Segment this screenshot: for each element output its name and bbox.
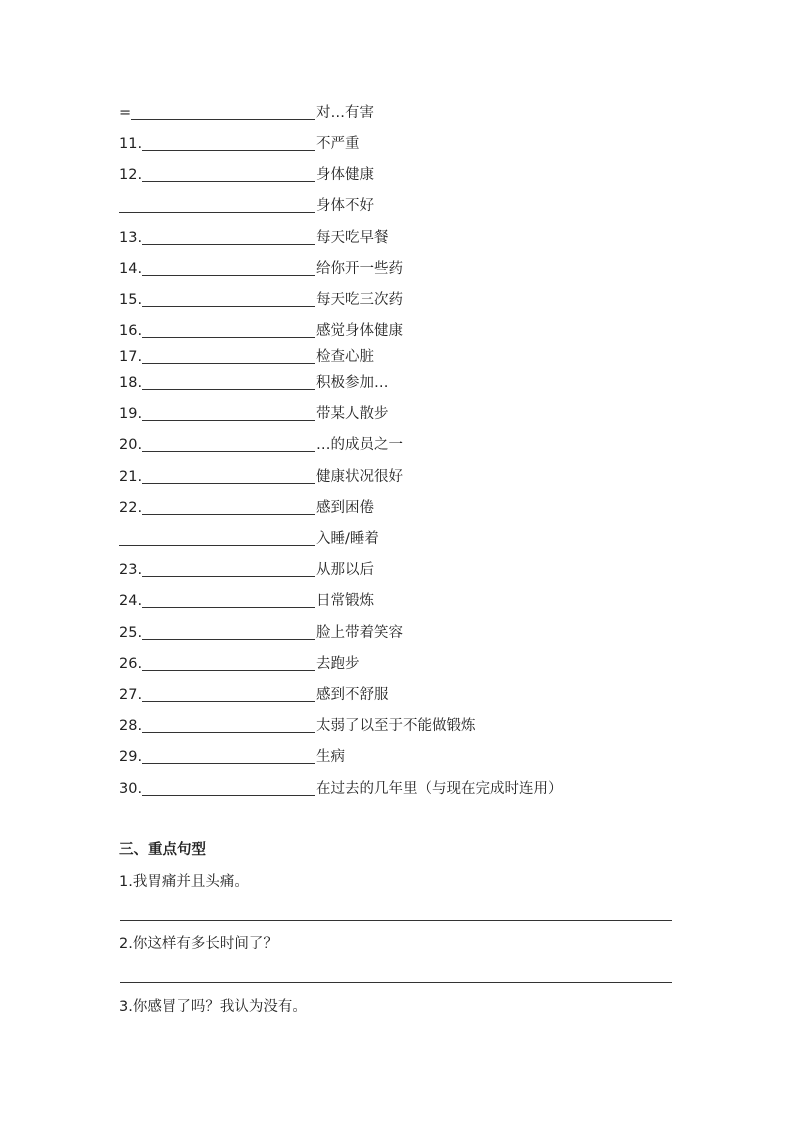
item-number: 19. — [119, 406, 143, 422]
chinese-meaning: 对…有害 — [316, 105, 374, 121]
answer-blank[interactable] — [142, 781, 315, 796]
chinese-meaning: 每天吃三次药 — [316, 292, 403, 308]
answer-blank[interactable] — [142, 656, 315, 671]
vocab-row — [119, 497, 374, 517]
answer-blank[interactable] — [142, 406, 315, 421]
item-number: 26. — [119, 656, 143, 672]
vocab-row — [119, 372, 389, 392]
chinese-meaning: 身体不好 — [316, 198, 374, 214]
vocab-row — [119, 195, 374, 215]
chinese-meaning: 脸上带着笑容 — [316, 625, 403, 641]
item-number: 28. — [119, 718, 143, 734]
chinese-meaning: 给你开一些药 — [316, 261, 403, 277]
item-number: 18. — [119, 375, 143, 391]
section-title: 三、重点句型 — [119, 842, 206, 858]
vocab-row — [119, 434, 403, 454]
vocab-row — [119, 590, 374, 610]
answer-blank[interactable] — [142, 500, 315, 515]
item-number: 30. — [119, 781, 143, 797]
answer-line[interactable] — [120, 920, 672, 921]
chinese-meaning: 感觉身体健康 — [316, 323, 403, 339]
vocab-row — [119, 684, 389, 704]
item-number: 12. — [119, 167, 143, 183]
vocab-row — [119, 653, 360, 673]
chinese-meaning: 太弱了以至于不能做锻炼 — [316, 718, 476, 734]
vocab-row — [119, 622, 403, 642]
answer-blank[interactable] — [142, 625, 315, 640]
chinese-meaning: …的成员之一 — [316, 437, 403, 453]
item-number: 27. — [119, 687, 143, 703]
answer-blank[interactable] — [119, 198, 315, 213]
sentence-prompt: 3.你感冒了吗？我认为没有。 — [119, 999, 307, 1015]
item-number: 15. — [119, 292, 143, 308]
vocab-row — [119, 746, 345, 766]
chinese-meaning: 去跑步 — [316, 656, 360, 672]
chinese-meaning: 不严重 — [316, 136, 360, 152]
vocab-row — [119, 715, 476, 735]
chinese-meaning: 日常锻炼 — [316, 593, 374, 609]
chinese-meaning: 感到困倦 — [316, 500, 374, 516]
answer-blank[interactable] — [142, 136, 315, 151]
answer-blank[interactable] — [119, 531, 315, 546]
vocab-row — [119, 346, 374, 366]
item-number: 13. — [119, 230, 143, 246]
item-number: = — [119, 105, 132, 121]
item-number: 17. — [119, 349, 143, 365]
chinese-meaning: 感到不舒服 — [316, 687, 389, 703]
answer-blank[interactable] — [142, 292, 315, 307]
chinese-meaning: 健康状况很好 — [316, 469, 403, 485]
item-number: 11. — [119, 136, 143, 152]
vocab-row — [119, 320, 403, 340]
item-number: 24. — [119, 593, 143, 609]
answer-blank[interactable] — [142, 230, 315, 245]
answer-blank[interactable] — [131, 105, 315, 120]
vocab-row — [119, 403, 389, 423]
vocab-row — [119, 227, 389, 247]
answer-blank[interactable] — [142, 261, 315, 276]
answer-blank[interactable] — [142, 593, 315, 608]
vocab-row — [119, 133, 360, 153]
chinese-meaning: 入睡/睡着 — [316, 531, 379, 547]
item-number: 16. — [119, 323, 143, 339]
sentence-prompt: 1.我胃痛并且头痛。 — [119, 874, 249, 890]
chinese-meaning: 积极参加… — [316, 375, 389, 391]
item-number: 25. — [119, 625, 143, 641]
chinese-meaning: 从那以后 — [316, 562, 374, 578]
answer-blank[interactable] — [142, 718, 315, 733]
answer-blank[interactable] — [142, 687, 315, 702]
vocab-row — [119, 528, 379, 548]
chinese-meaning: 每天吃早餐 — [316, 230, 389, 246]
vocab-row — [119, 559, 374, 579]
answer-blank[interactable] — [142, 469, 315, 484]
item-number: 23. — [119, 562, 143, 578]
vocab-row — [119, 778, 563, 798]
answer-blank[interactable] — [142, 375, 315, 390]
vocab-row — [119, 289, 403, 309]
chinese-meaning: 身体健康 — [316, 167, 374, 183]
answer-line[interactable] — [120, 982, 672, 983]
answer-blank[interactable] — [142, 167, 315, 182]
vocab-row — [119, 164, 374, 184]
vocab-row — [119, 466, 403, 486]
item-number: 21. — [119, 469, 143, 485]
answer-blank[interactable] — [142, 749, 315, 764]
chinese-meaning: 在过去的几年里（与现在完成时连用） — [316, 781, 563, 797]
vocab-row — [119, 102, 374, 122]
answer-blank[interactable] — [142, 349, 315, 364]
chinese-meaning: 检查心脏 — [316, 349, 374, 365]
sentence-prompt: 2.你这样有多长时间了？ — [119, 936, 278, 952]
answer-blank[interactable] — [142, 323, 315, 338]
chinese-meaning: 带某人散步 — [316, 406, 389, 422]
item-number: 14. — [119, 261, 143, 277]
item-number: 22. — [119, 500, 143, 516]
vocab-row — [119, 258, 403, 278]
chinese-meaning: 生病 — [316, 749, 345, 765]
answer-blank[interactable] — [142, 437, 315, 452]
item-number: 29. — [119, 749, 143, 765]
answer-blank[interactable] — [142, 562, 315, 577]
item-number: 20. — [119, 437, 143, 453]
